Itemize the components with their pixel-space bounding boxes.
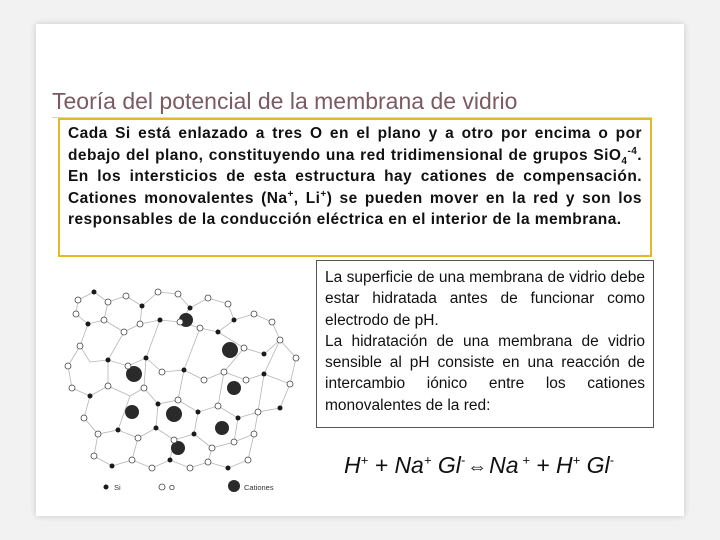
box1-superscript: -4 <box>627 145 638 157</box>
hydration-paragraph-1: La superficie de una membrana de vidrio debe estar hidratada antes de funcionar como electrodo de pH. <box>325 269 645 329</box>
legend-cations-label: Cationes <box>244 483 274 492</box>
eq-h-right-charge: + <box>572 452 581 468</box>
box1-text-part4: ) se pueden mover en la red y son los responsables de la conducción eléctrica en el interior de la membrana. <box>68 189 643 229</box>
box1-text-part1: Cada Si está enlazado a tres O en el plano y a otro por encima o por debajo del plano, constituyendo una red tridimensional de grupos SiO <box>68 125 642 164</box>
slide-title: Teoría del potencial de la membrana de vidrio <box>52 88 518 114</box>
box1-text-part2: . En los intersticios de esta estructura hay cationes de compensación. Cationes monovalentes (Na <box>68 146 642 207</box>
legend-o-label: O <box>169 483 175 492</box>
box1-text-part3: , Li <box>293 189 321 207</box>
eq-gl-right-charge: - <box>609 452 614 468</box>
eq-gl-right: Gl <box>580 452 610 478</box>
hydration-paragraph-2: La hidratación de una membrana de vidrio sensible al pH consiste en una reacción de intercambio iónico entre los cationes monovalentes de la red: <box>325 332 645 414</box>
glass-network-diagram <box>58 262 313 502</box>
eq-h-right: H <box>556 452 573 478</box>
eq-h-left-charge: + <box>360 452 369 468</box>
eq-na-left-charge: + <box>423 452 432 468</box>
legend-cation-dot <box>228 480 240 492</box>
eq-gl-left-charge: - <box>460 452 466 468</box>
legend-si-label: Si <box>114 483 121 492</box>
eq-plus-2: + <box>529 452 557 478</box>
legend-si-dot <box>104 485 109 490</box>
ion-exchange-equation <box>344 452 614 479</box>
hydration-text-box <box>316 260 654 428</box>
na-charge: + <box>287 188 294 200</box>
diagram-legend <box>104 480 274 492</box>
eq-na-right: Na <box>489 452 519 478</box>
eq-na-left: Na <box>394 452 424 478</box>
silicate-structure-text-box <box>58 118 652 257</box>
legend-o-dot <box>159 484 165 490</box>
eq-gl-left: Gl <box>431 452 461 478</box>
eq-equilibrium-arrow: ⇔ <box>467 456 488 478</box>
li-charge: + <box>320 188 327 200</box>
eq-plus-1: + <box>368 452 395 478</box>
eq-na-right-charge: + <box>518 452 530 468</box>
eq-h-left: H <box>344 452 361 478</box>
box1-subscript: 4 <box>621 155 628 167</box>
cation-atoms <box>125 313 241 455</box>
